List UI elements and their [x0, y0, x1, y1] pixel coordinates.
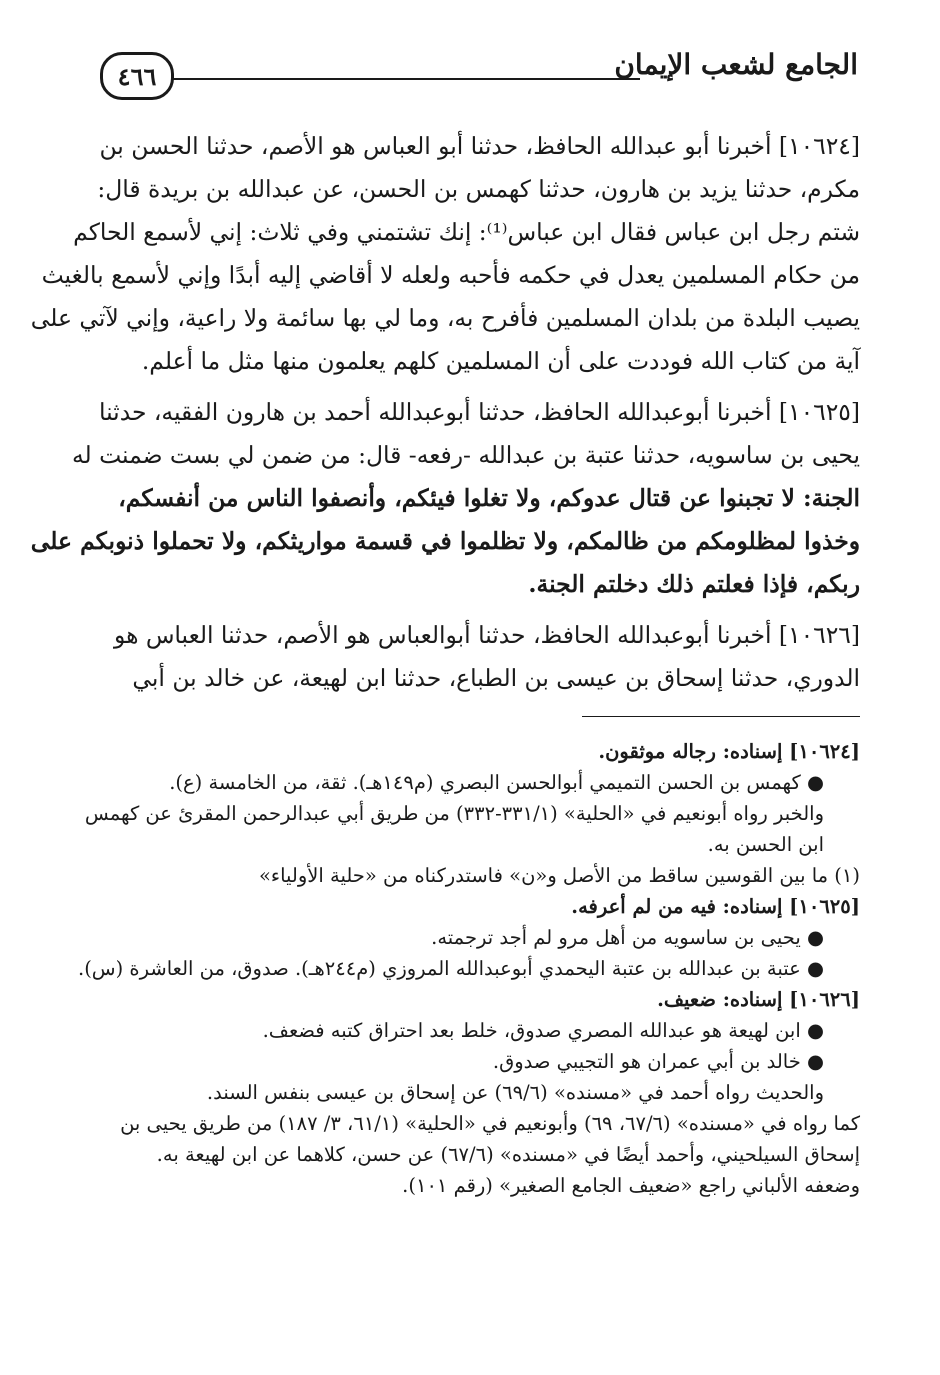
text-line: [١٠٦٢٦] أخبرنا أبوعبدالله الحافظ، حدثنا أبوالعباس هو الأصم، حدثنا العباس هو: [114, 621, 860, 649]
footnote-heading: [١٠٦٢٦] إسناده: ضعيف.: [657, 988, 860, 1011]
page-header: [0, 40, 940, 100]
footnote-line: ابن الحسن به.: [707, 833, 824, 856]
text-line: [١٠٦٢٤] أخبرنا أبو عبدالله الحافظ، حدثنا أبو العباس هو الأصم، حدثنا الحسن بن: [99, 132, 860, 160]
text-line: ربكم، فإذا فعلتم ذلك دخلتم الجنة.: [528, 570, 860, 598]
footnote-line: ● كهمس بن الحسن التميمي أبوالحسن البصري (م١٤٩هـ). ثقة، من الخامسة (ع).: [169, 771, 824, 794]
footnote-line: ● يحيى بن ساسويه من أهل مرو لم أجد ترجمته.: [431, 926, 824, 949]
footnote-heading: [١٠٦٢٤] إسناده: رجاله موثقون.: [598, 740, 860, 763]
hadith-10625: [30, 391, 860, 606]
text-line: [١٠٦٢٥] أخبرنا أبوعبدالله الحافظ، حدثنا أبوعبدالله أحمد بن هارون الفقيه، حدثنا: [99, 398, 860, 426]
footnote-line: إسحاق السيلحيني، وأحمد أيضًا في «مسنده» (٦٧/٦) عن حسن، كلاهما عن ابن لهيعة به.: [156, 1143, 860, 1166]
footnote-line: والخبر رواه أبونعيم في «الحلية» (٣٣١/١-٣٣٢) من طريق أبي عبدالرحمن المقرئ عن كهمس: [84, 802, 824, 825]
text-line: وخذوا لمظلومكم من ظالمكم، ولا تظلموا في قسمة مواريثكم، ولا تحملوا ذنوبكم على: [30, 527, 860, 555]
footnotes: [78, 736, 860, 1201]
footnote-line: كما رواه في «مسنده» (٦٧/٦، ٦٩) وأبونعيم في «الحلية» (٦١/١، ٣/ ١٨٧) من طريق يحيى بن: [120, 1112, 860, 1135]
text-line: يحيى بن ساسويه، حدثنا عتبة بن عبدالله -رفعه- قال: من ضمن لي بست ضمنت له: [71, 441, 860, 469]
hadith-10626: [98, 614, 860, 700]
footnote-line: (١) ما بين القوسين ساقط من الأصل و«ن» فاستدركناه من «حلية الأولياء»: [258, 864, 860, 887]
footnote-line: ● خالد بن أبي عمران هو التجيبي صدوق.: [492, 1050, 824, 1073]
hadith-10624: [30, 125, 860, 383]
text-line: مكرم، حدثنا يزيد بن هارون، حدثنا كهمس بن الحسن، عن عبدالله بن بريدة قال:: [97, 175, 860, 203]
footnote-heading: [١٠٦٢٥] إسناده: فيه من لم أعرفه.: [571, 895, 860, 918]
text-line: من حكام المسلمين يعدل في حكمه فأحبه ولعله لا أقاضي إليه أبدًا وإني لأسمع بالغيث: [41, 261, 860, 289]
footnote-divider: [582, 716, 860, 717]
footnote-line: والحديث رواه أحمد في «مسنده» (٦٩/٦) عن إسحاق بن عيسى بنفس السند.: [206, 1081, 824, 1104]
text-line: آية من كتاب الله فوددت على أن المسلمين كلهم يعلمون منها مثل ما أعلم.: [141, 347, 860, 375]
text-line: يصيب البلدة من بلدان المسلمين فأفرح به، وما لي بها سائمة ولا راعية، وإني لآتي على: [30, 304, 860, 332]
page-number: ٤٦٦: [100, 52, 174, 100]
footnote-line: ● ابن لهيعة هو عبدالله المصري صدوق، خلط بعد احتراق كتبه فضعف.: [262, 1019, 824, 1042]
text-line: شتم رجل ابن عباس فقال ابن عباس⁽¹⁾: إنك تشتمني وفي ثلاث: إني لأسمع الحاكم: [73, 218, 860, 246]
footnote-line: ● عتبة بن عبدالله بن عتبة اليحمدي أبوعبدالله المروزي (م٢٤٤هـ). صدوق، من العاشرة (س).: [78, 957, 824, 980]
main-text: [30, 125, 860, 708]
text-line: الجنة: لا تجبنوا عن قتال عدوكم، ولا تغلوا فيئكم، وأنصفوا الناس من أنفسكم،: [118, 484, 860, 512]
text-line: الدوري، حدثنا إسحاق بن عيسى بن الطباع، حدثنا ابن لهيعة، عن خالد بن أبي: [132, 664, 860, 692]
book-title: الجامع لشعب الإيمان: [614, 48, 858, 81]
footnote-line: وضعفه الألباني راجع «ضعيف الجامع الصغير» (رقم ١٠١).: [402, 1174, 860, 1197]
header-rule: [172, 78, 640, 80]
